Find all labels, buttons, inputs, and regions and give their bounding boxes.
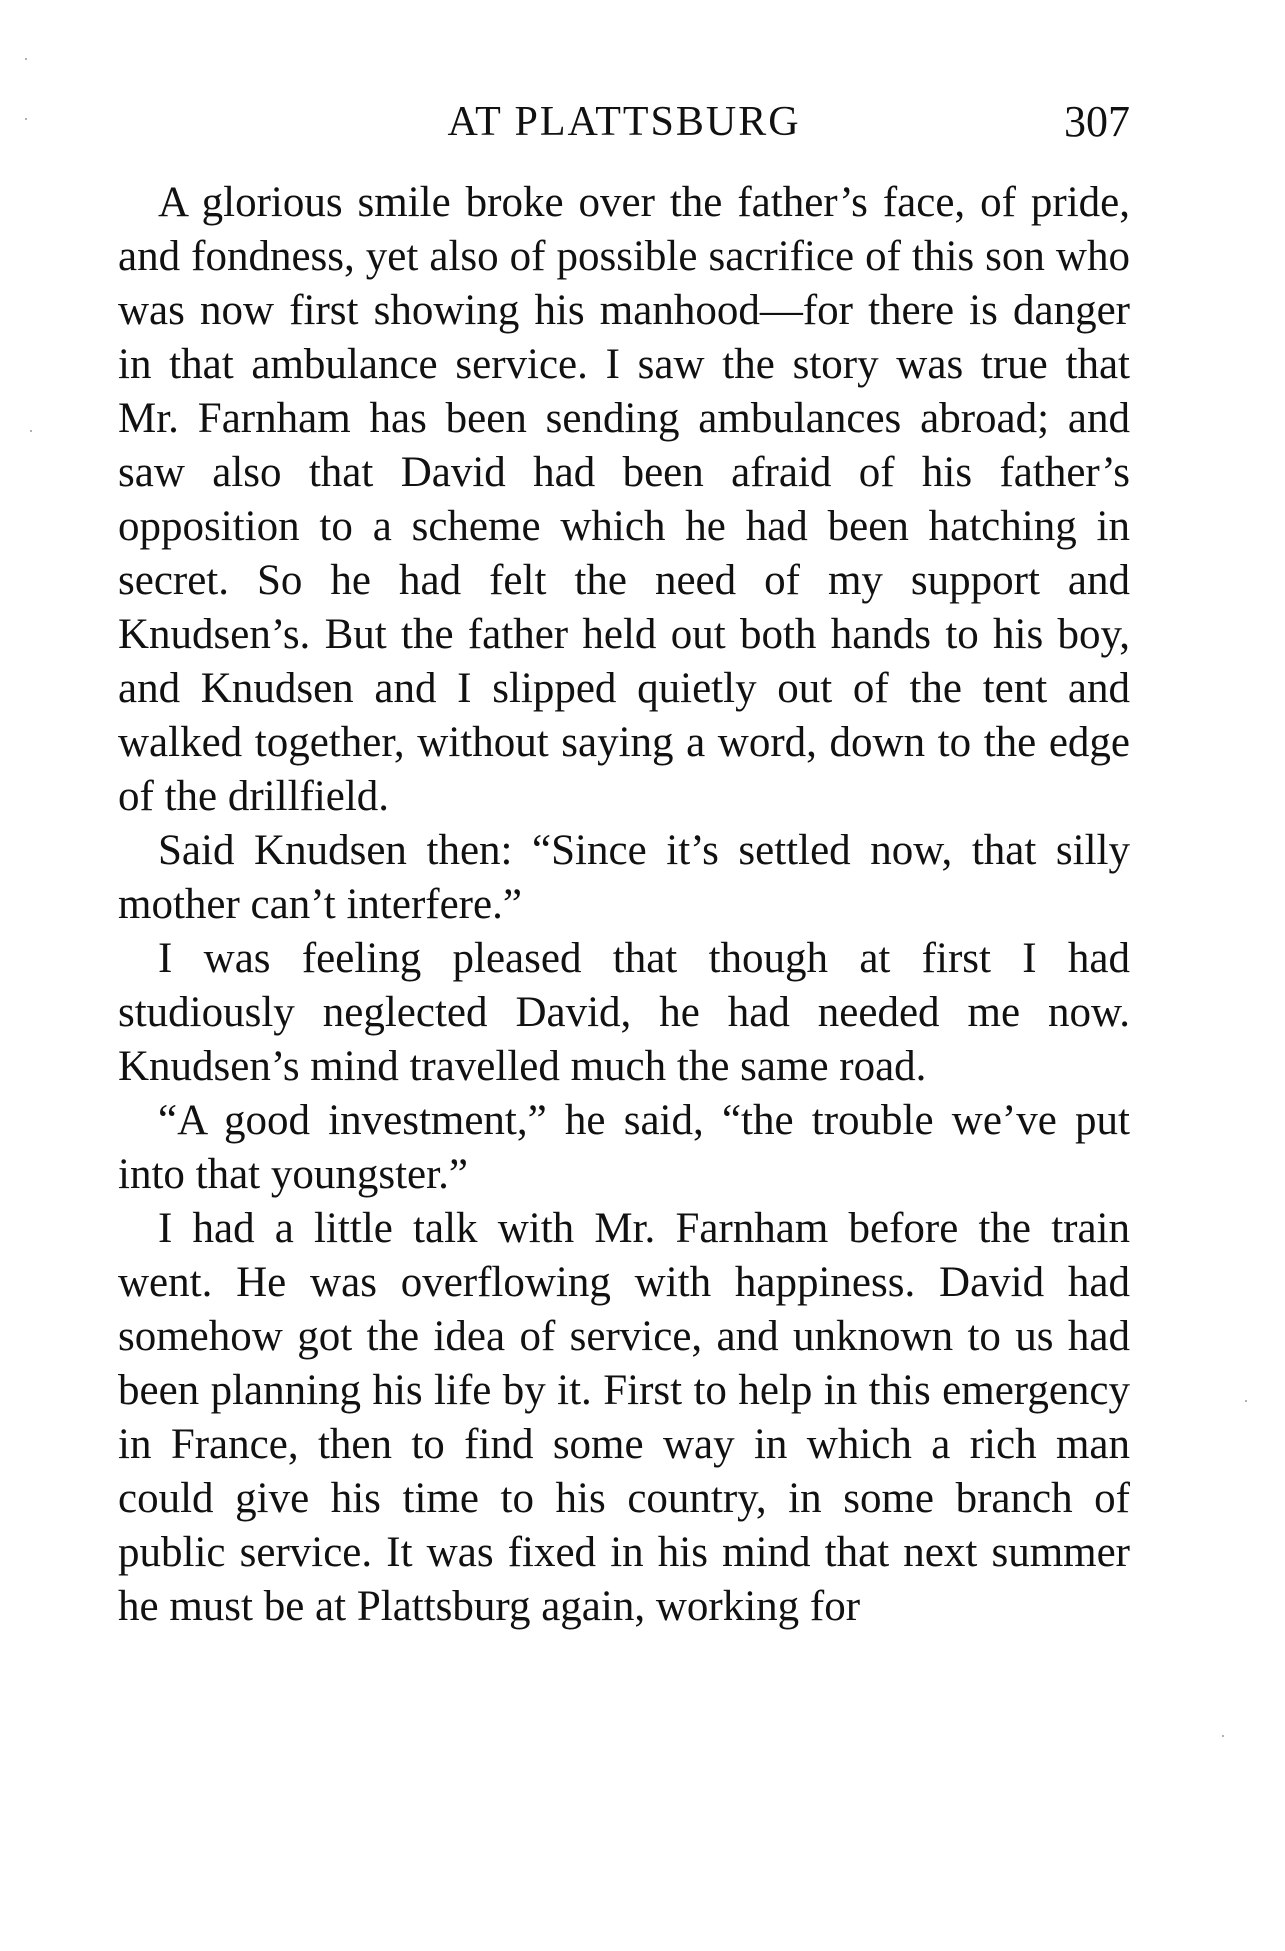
paragraph: I had a little talk with Mr. Farnham before the train went. He was overflowing with happiness. David had somehow got the idea of service, and unknown to us had been planning his life by it. First to help in this emergency in France, then to find some way in which a rich man could give his time to his country, in some branch of public service. It was fixed in his mind that next summer he must be at Plattsburg again, working for	[118, 1205, 1130, 1630]
scan-speck	[1222, 1735, 1224, 1737]
scan-speck	[25, 58, 27, 60]
paragraph: Said Knudsen then: “Since it’s settled now, that silly mother can’t interfere.”	[118, 827, 1130, 928]
paragraph: “A good investment,” he said, “the trouble we’ve put into that youngster.”	[118, 1097, 1130, 1198]
scan-speck	[25, 118, 27, 120]
running-head	[118, 92, 1130, 152]
paragraph: I was feeling pleased that though at first I had studiously neglected David, he had needed me now. Knudsen’s mind travelled much the same road.	[118, 935, 1130, 1090]
body-text	[118, 176, 1130, 1634]
running-title: AT PLATTSBURG	[447, 99, 801, 145]
page-number: 307	[1064, 97, 1130, 146]
scan-speck	[1245, 1400, 1247, 1402]
scan-speck	[30, 430, 32, 432]
paragraph: A glorious smile broke over the father’s face, of pride, and fondness, yet also of possible sacrifice of this son who was now first showing his manhood—for there is danger in that ambulance service. I saw the story was true that Mr. Farnham has been sending ambulances abroad; and saw also that David had been afraid of his father’s opposition to a scheme which he had been hatching in secret. So he had felt the need of my support and Knudsen’s. But the father held out both hands to his boy, and Knudsen and I slipped quietly out of the tent and walked together, without saying a word, down to the edge of the drillfield.	[118, 179, 1130, 820]
